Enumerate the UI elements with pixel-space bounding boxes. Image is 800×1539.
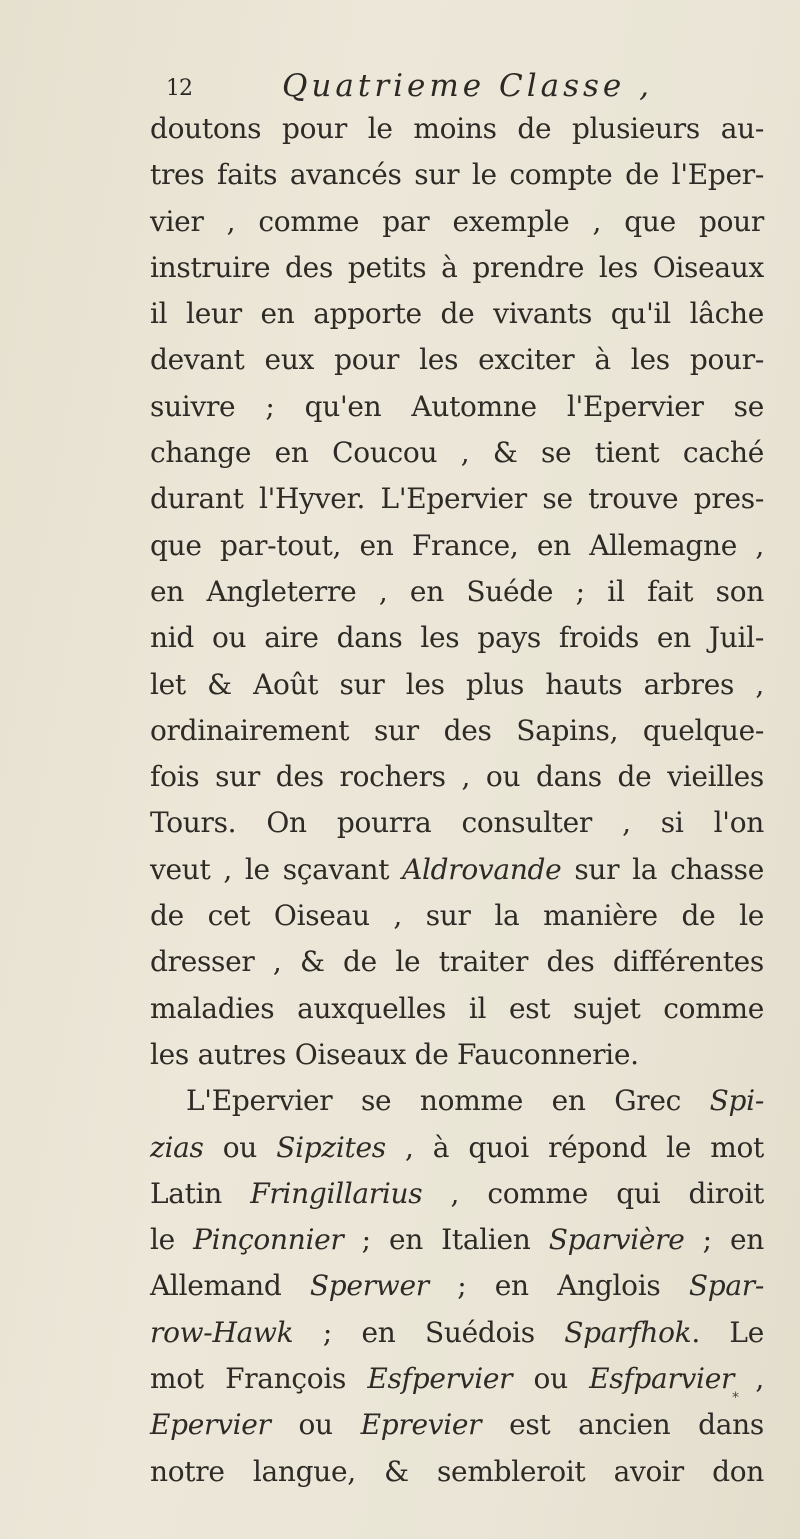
italic-text: zias: [150, 1130, 204, 1164]
text-line: [150, 986, 764, 1032]
text-run: devant eux pour les exciter à les pour-: [150, 343, 764, 377]
text-line: [150, 152, 764, 198]
text-run: let & Août sur les plus hauts arbres ,: [150, 667, 764, 701]
signature-mark: *: [732, 1390, 739, 1406]
text-line: [150, 800, 764, 846]
text-run: instruire des petits à prendre les Oiseaux: [150, 250, 764, 284]
italic-text: Fringillarius: [250, 1176, 423, 1210]
text-run: sur la chasse: [561, 852, 765, 886]
italic-text: Spi-: [709, 1084, 764, 1118]
text-line: [150, 1032, 764, 1078]
text-line: [150, 1078, 764, 1124]
text-run: nid ou aire dans les pays froids en Juil-: [150, 621, 764, 655]
body-text: [150, 106, 764, 1495]
text-line: [150, 523, 764, 569]
text-line: [150, 939, 764, 985]
italic-text: Sparfhok: [564, 1315, 692, 1349]
text-line: [150, 245, 764, 291]
text-line: [150, 1217, 764, 1263]
italic-text: Esfpervier: [367, 1362, 513, 1396]
italic-text: Sipzites: [276, 1130, 386, 1164]
text-line: [150, 1449, 764, 1495]
text-line: [150, 199, 764, 245]
text-line: [150, 662, 764, 708]
page-number: 12: [166, 76, 192, 101]
text-run: durant l'Hyver. L'Epervier se trouve pres-: [150, 482, 764, 516]
text-run: ou: [270, 1408, 361, 1442]
text-run: ou: [203, 1130, 277, 1164]
text-line: [150, 1263, 764, 1309]
text-run: change en Coucou , & se tient caché: [150, 436, 764, 470]
text-run: vier , comme par exemple , que pour: [150, 204, 764, 238]
text-line: [150, 893, 764, 939]
text-run: maladies auxquelles il est sujet comme: [150, 991, 764, 1025]
text-run: ; en: [684, 1223, 764, 1257]
text-line: [150, 430, 764, 476]
text-run: en Angleterre , en Suéde ; il fait son: [150, 574, 764, 608]
text-run: il leur en apporte de vivants qu'il lâche: [150, 297, 764, 331]
text-run: veut , le sçavant: [150, 852, 403, 886]
text-run: de cet Oiseau , sur la manière de le: [150, 899, 764, 933]
text-run: ordinairement sur des Sapins, quelque-: [150, 713, 764, 747]
italic-text: Eprevier: [360, 1408, 482, 1442]
text-line: [150, 754, 764, 800]
text-run: . Le: [691, 1315, 764, 1349]
text-line: [150, 1356, 764, 1402]
text-line: [150, 708, 764, 754]
text-run: le: [150, 1223, 194, 1257]
text-run: , comme qui diroit: [422, 1176, 764, 1210]
text-line: [150, 569, 764, 615]
text-run: que par-tout, en France, en Allemagne ,: [150, 528, 764, 562]
italic-text: Spar-: [688, 1269, 764, 1303]
italic-text: Epervier: [150, 1408, 271, 1442]
text-line: [150, 291, 764, 337]
text-run: dresser , & de le traiter des différentes: [150, 945, 764, 979]
italic-text: Sparvière: [548, 1223, 685, 1257]
text-line: [150, 847, 764, 893]
text-run: Latin: [150, 1176, 251, 1210]
text-line: [150, 1402, 764, 1448]
italic-text: Pinçonnier: [193, 1223, 344, 1257]
text-line: [150, 337, 764, 383]
text-run: est ancien dans: [481, 1408, 764, 1442]
text-run: tres faits avancés sur le compte de l'Eper-: [150, 158, 764, 192]
text-line: [150, 106, 764, 152]
text-run: doutons pour le moins de plusieurs au-: [150, 112, 764, 145]
text-run: ; en Anglois: [428, 1269, 689, 1303]
text-run: fois sur des rochers , ou dans de vieilles: [150, 760, 764, 794]
text-run: L'Epervier se nomme en Grec: [186, 1084, 710, 1118]
italic-text: Esfparvier: [589, 1362, 735, 1396]
text-line: [150, 1125, 764, 1171]
text-run: les autres Oiseaux de Fauconnerie.: [150, 1037, 639, 1071]
italic-text: row-Hawk: [150, 1315, 294, 1349]
text-line: [150, 1310, 764, 1356]
text-run: notre langue, & sembleroit avoir don: [150, 1454, 764, 1488]
italic-text: Sperwer: [309, 1269, 429, 1303]
text-run: suivre ; qu'en Automne l'Epervier se: [150, 389, 764, 423]
text-run: ou: [512, 1362, 590, 1396]
text-line: [150, 615, 764, 661]
text-run: ; en Suédois: [293, 1315, 565, 1349]
text-line: [150, 1171, 764, 1217]
text-run: , à quoi répond le mot: [385, 1130, 764, 1164]
text-line: [150, 384, 764, 430]
text-run: mot François: [150, 1362, 368, 1396]
text-line: [150, 476, 764, 522]
italic-text: Aldrovande: [402, 852, 562, 886]
text-run: Tours. On pourra consulter , si l'on: [150, 806, 764, 840]
text-run: ; en Italien: [343, 1223, 549, 1257]
text-run: Allemand: [150, 1269, 310, 1303]
running-head: Quatrieme Classe ,: [282, 68, 653, 104]
text-run: ,: [734, 1362, 764, 1396]
